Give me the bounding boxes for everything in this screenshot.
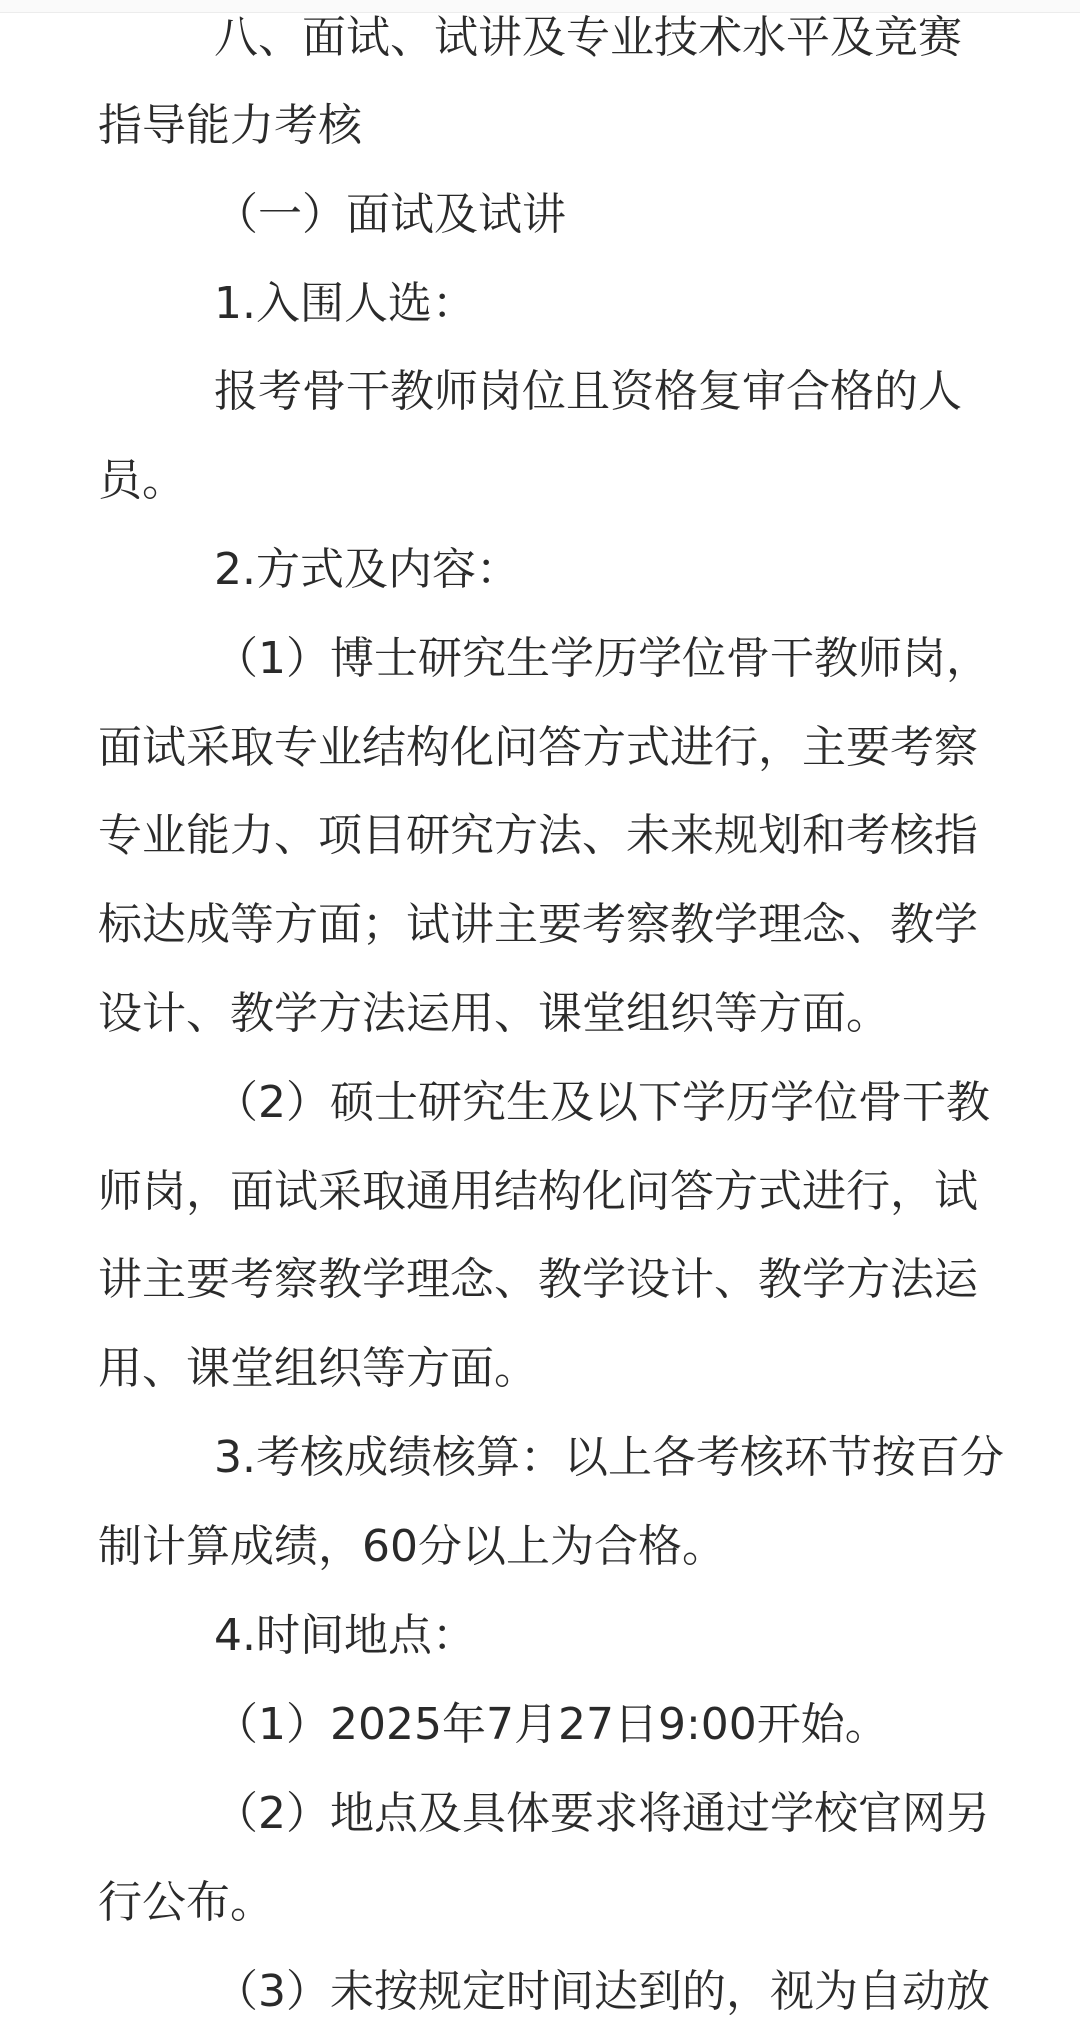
- item-3-line-2: 制计算成绩，60分以上为合格。: [98, 1521, 726, 1572]
- item-1-body-line-2: 员。: [98, 455, 186, 506]
- item-2-sub-1-line-3: 专业能力、项目研究方法、未来规划和考核指: [98, 810, 978, 861]
- subsection-heading: （一）面试及试讲: [214, 189, 566, 240]
- item-2-sub-2-line-3: 讲主要考察教学理念、教学设计、教学方法运: [98, 1254, 978, 1305]
- item-4-title: 4.时间地点：: [214, 1610, 476, 1661]
- item-2-sub-2-line-2: 师岗，面试采取通用结构化问答方式进行，试: [98, 1166, 978, 1217]
- item-4-sub-2-line-2: 行公布。: [98, 1877, 274, 1928]
- item-2-title: 2.方式及内容：: [214, 544, 520, 595]
- section-heading-line-1: 八、面试、试讲及专业技术水平及竞赛: [214, 12, 962, 63]
- item-2-sub-1-line-1: （1）博士研究生学历学位骨干教师岗，: [214, 633, 990, 684]
- item-4-sub-2-line-1: （2）地点及具体要求将通过学校官网另: [214, 1788, 990, 1839]
- section-heading-line-2: 指导能力考核: [98, 100, 362, 151]
- item-4-sub-3: （3）未按规定时间达到的，视为自动放: [214, 1966, 990, 2017]
- item-2-sub-1-line-5: 设计、教学方法运用、课堂组织等方面。: [98, 988, 890, 1039]
- item-1-body-line-1: 报考骨干教师岗位且资格复审合格的人: [214, 366, 962, 417]
- item-2-sub-2-line-4: 用、课堂组织等方面。: [98, 1343, 538, 1394]
- item-2-sub-2-line-1: （2）硕士研究生及以下学历学位骨干教: [214, 1077, 990, 1128]
- item-3-line-1: 3.考核成绩核算：以上各考核环节按百分: [214, 1432, 1004, 1483]
- item-1-title: 1.入围人选：: [214, 278, 476, 329]
- item-4-sub-1: （1）2025年7月27日9:00开始。: [214, 1699, 889, 1750]
- item-2-sub-1-line-4: 标达成等方面；试讲主要考察教学理念、教学: [98, 899, 978, 950]
- item-2-sub-1-line-2: 面试采取专业结构化问答方式进行，主要考察: [98, 722, 978, 773]
